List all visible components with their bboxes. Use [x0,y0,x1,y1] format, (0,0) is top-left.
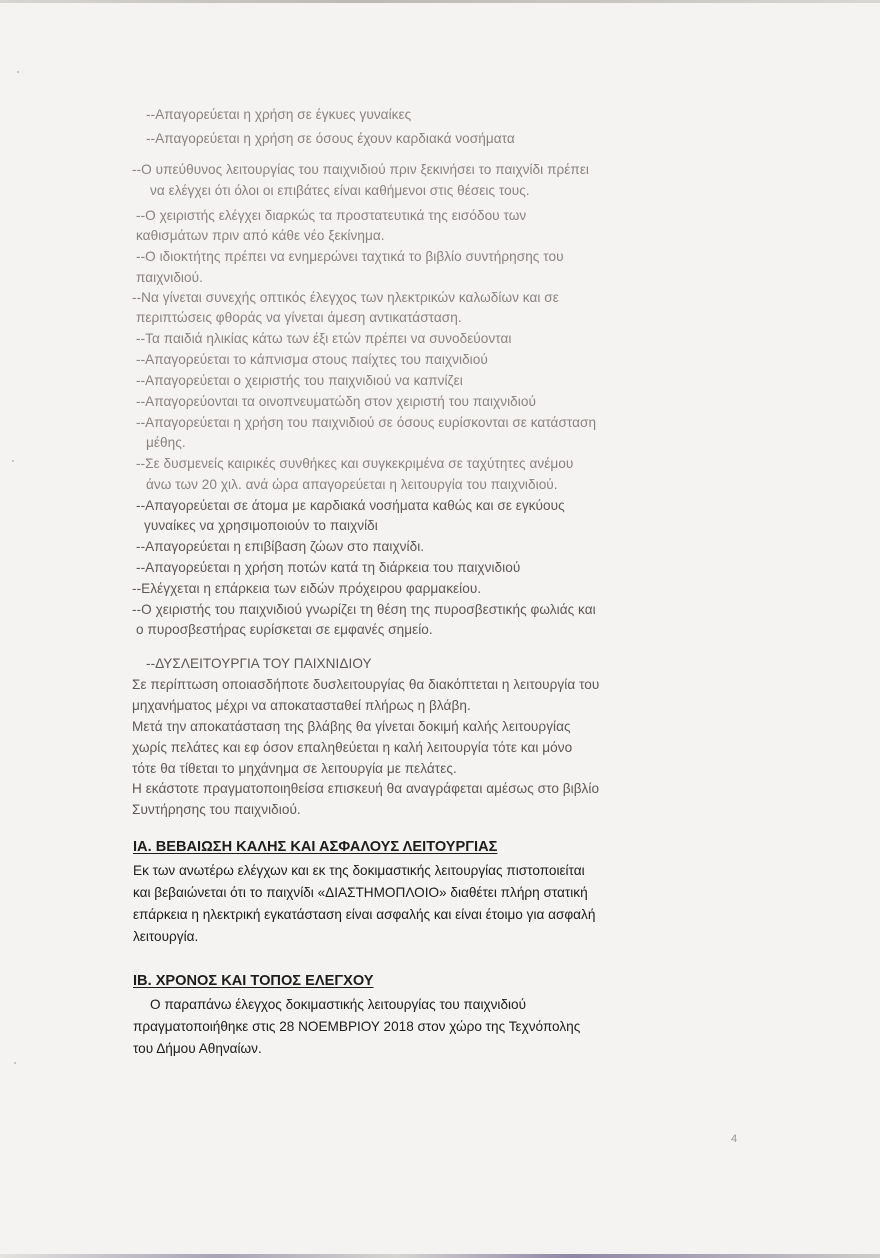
rule-line: --Απαγορεύεται η χρήση του παιχνιδιού σε όσους ευρίσκονται σε κατάσταση [136,415,597,430]
rule-line: --Σε δυσμενείς καιρικές συνθήκες και συγκεκριμένα σε ταχύτητες ανέμου [136,456,574,471]
section-ib-line: του Δήμου Αθηναίων. [133,1041,262,1056]
rule-line: καθισμάτων πριν από κάθε νέο ξεκίνημα. [136,228,385,243]
rule-line: --Απαγορεύεται σε άτομα με καρδιακά νοσήματα καθώς και σε εγκύους [136,498,565,513]
rule-line: --Ο χειριστής του παιχνιδιού γνωρίζει τη θέση της πυροσβεστικής φωλιάς και [132,602,596,617]
rule-line: --Τα παιδιά ηλικίας κάτω των έξι ετών πρέπει να συνοδεύονται [136,331,512,346]
malfunction-line: χωρίς πελάτες και εφ όσον επαληθεύεται η καλή λειτουργία τότε και μόνο [132,740,573,755]
rule-line: --Ο υπεύθυνος λειτουργίας του παιχνιδιού πριν ξεκινήσει το παιχνίδι πρέπει [132,162,589,177]
section-ib-line: πραγματοποιήθηκε στις 28 ΝΟΕΜΒΡΙΟΥ 2018 στον χώρο της Τεχνόπολης [133,1019,581,1034]
rule-line: ο πυροσβεστήρας ευρίσκεται σε εμφανές σημείο. [136,622,433,637]
section-ib-heading: ΙΒ. ΧΡΟΝΟΣ ΚΑΙ ΤΟΠΟΣ ΕΛΕΓΧΟΥ [133,973,374,989]
rule-line: παιχνιδιού. [136,270,203,285]
section-ia-line: λειτουργία. [133,929,199,944]
rule-line: --Απαγορεύεται το κάπνισμα στους παίχτες του παιχνιδιού [136,352,488,367]
section-ib-line: Ο παραπάνω έλεγχος δοκιμαστικής λειτουργίας του παιχνιδιού [150,997,527,1012]
rule-line: περιπτώσεις φθοράς να γίνεται άμεση αντικατάσταση. [136,310,462,325]
rule-line: γυναίκες να χρησιμοποιούν το παιχνίδι [144,518,378,533]
rule-line: --Απαγορεύεται η χρήση ποτών κατά τη διάρκεια του παιχνιδιού [136,560,521,575]
rule-line: --Απαγορεύεται η χρήση σε όσους έχουν καρδιακά νοσήματα [146,131,515,146]
section-ia-line: Εκ των ανωτέρω ελέγχων και εκ της δοκιμαστικής λειτουργίας πιστοποιείται [133,863,585,878]
rule-line: --Απαγορεύεται ο χειριστής του παιχνιδιού να καπνίζει [136,373,463,388]
scan-bottom-edge [0,1254,880,1258]
section-ia-heading: ΙΑ. ΒΕΒΑΙΩΣΗ ΚΑΛΗΣ ΚΑΙ ΑΣΦΑΛΟΥΣ ΛΕΙΤΟΥΡΓΙΑΣ [133,839,498,855]
rule-line: άνω των 20 χιλ. ανά ώρα απαγορεύεται η λειτουργία του παιχνιδιού. [146,477,558,492]
scan-top-edge [0,0,880,3]
malfunction-line: Σε περίπτωση οποιασδήποτε δυσλειτουργίας θα διακόπτεται η λειτουργία του [132,677,600,692]
rule-line: --Απαγορεύεται η χρήση σε έγκυες γυναίκες [146,107,412,122]
rule-line: --Ο ιδιοκτήτης πρέπει να ενημερώνει ταχτικά το βιβλίο συντήρησης του [136,249,564,264]
malfunction-line: μηχανήματος μέχρι να αποκατασταθεί πλήρως η βλάβη. [132,698,471,713]
rule-line: --Απαγορεύονται τα οινοπνευματώδη στον χειριστή του παιχνιδιού [136,394,536,409]
scan-speck [14,1062,16,1064]
rule-line: --Να γίνεται συνεχής οπτικός έλεγχος των ηλεκτρικών καλωδίων και σε [132,290,559,305]
malfunction-line: Συντήρησης του παιχνιδιού. [132,802,301,817]
scan-speck [12,460,14,462]
malfunction-line: τότε θα τίθεται το μηχάνημα σε λειτουργία με πελάτες. [132,761,457,776]
scan-speck [17,71,19,73]
malfunction-heading: --ΔΥΣΛΕΙΤΟΥΡΓΙΑ ΤΟΥ ΠΑΙΧΝΙΔΙΟΥ [146,656,372,671]
malfunction-line: Μετά την αποκατάσταση της βλάβης θα γίνεται δοκιμή καλής λειτουργίας [132,719,571,734]
section-ia-line: επάρκεια η ηλεκτρική εγκατάσταση είναι ασφαλής και είναι έτοιμο για ασφαλή [133,907,596,922]
rule-line: --Ελέγχεται η επάρκεια των ειδών πρόχειρου φαρμακείου. [132,581,482,596]
section-ia-line: και βεβαιώνεται ότι το παιχνίδι «ΔΙΑΣΤΗΜΟΠΛΟΙΟ» διαθέτει πλήρη στατική [133,885,588,900]
rule-line: μέθης. [146,435,186,450]
page-number: 4 [731,1133,738,1145]
malfunction-line: Η εκάστοτε πραγματοποιηθείσα επισκευή θα αναγράφεται αμέσως στο βιβλίο [132,781,600,796]
rule-line: --Ο χειριστής ελέγχει διαρκώς τα προστατευτικά της εισόδου των [136,208,527,223]
rule-line: να ελέγχει ότι όλοι οι επιβάτες είναι καθήμενοι στις θέσεις τους. [150,183,530,198]
rule-line: --Απαγορεύεται η επιβίβαση ζώων στο παιχνίδι. [136,539,425,554]
